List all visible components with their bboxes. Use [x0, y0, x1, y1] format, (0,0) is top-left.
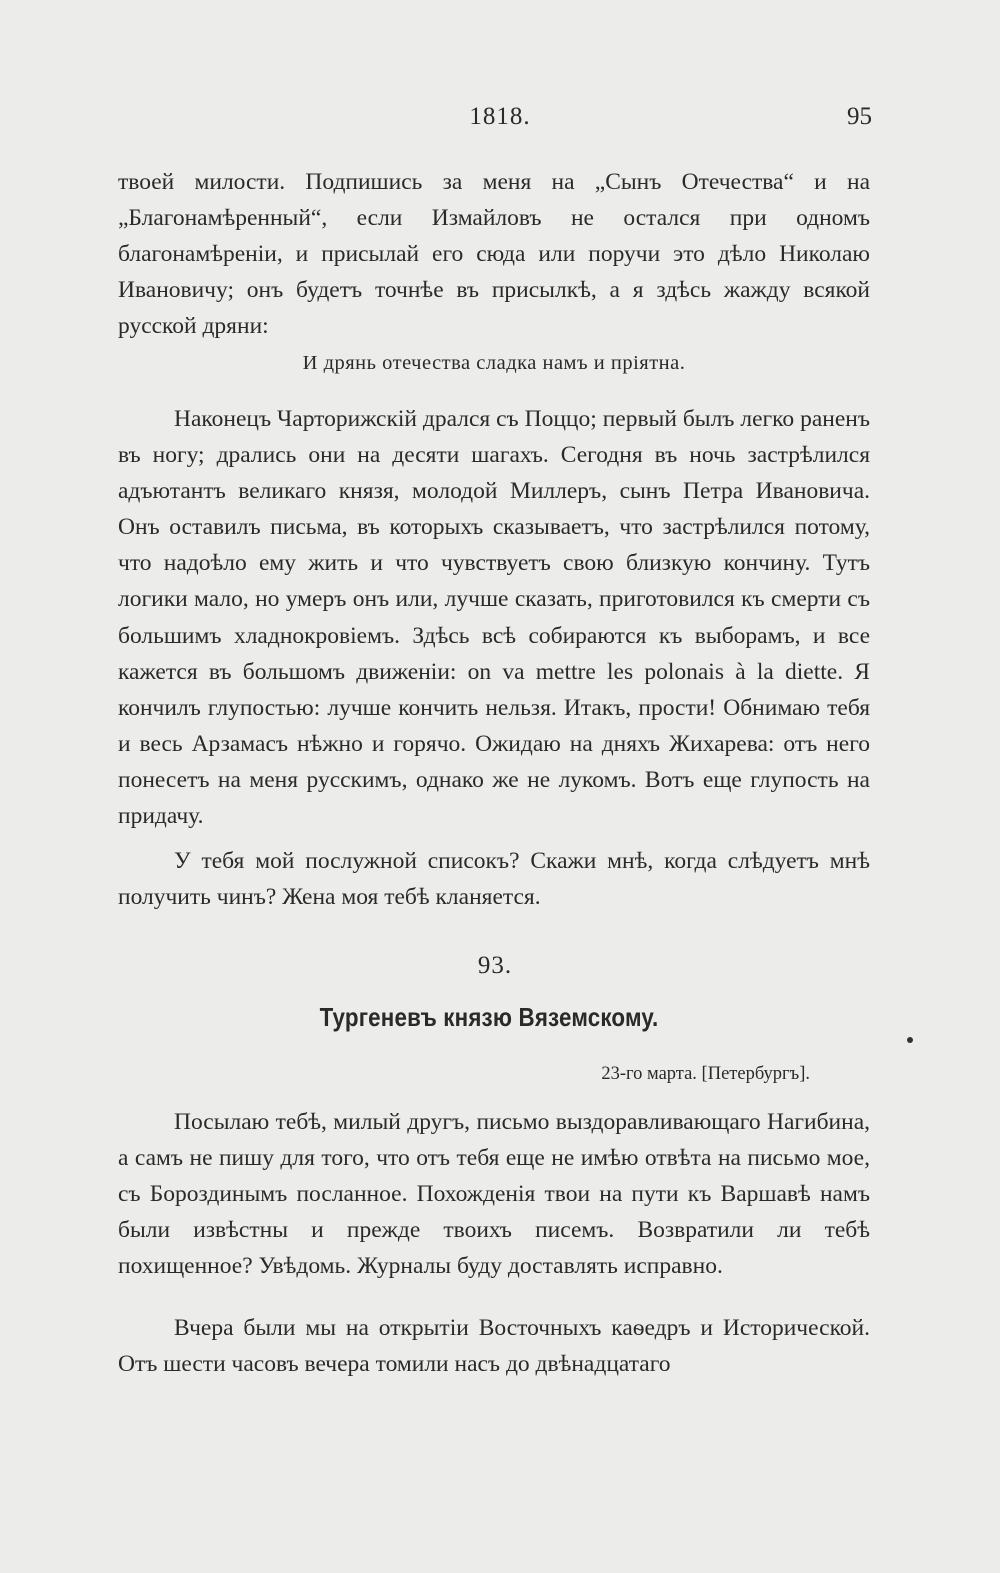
letter-dateline: 23-го марта. [Петербургъ].: [601, 1064, 810, 1084]
ink-speck: [907, 1037, 913, 1043]
paragraph-news: Наконецъ Чарторижскій дрался съ Поццо; первый былъ легко раненъ въ ногу; дрались они на десяти шагахъ. Сегодня въ ночь застрѣлился адъютантъ великаго князя, молодой Миллеръ, сынъ Петра Ивановича. Онъ оставилъ письма, въ которыхъ сказываетъ, что застрѣлился потому, что надоѣло ему жить и что чувствуетъ свою близкую кончину. Тутъ логики мало, но умеръ онъ или, лучше сказать, приготовился къ смерти съ большимъ хладнокровіемъ. Здѣсь всѣ собираются къ выборамъ, и все кажется въ большомъ движеніи: on va mettre les polonais à la diette. Я кончилъ глупостью: лучше кончить нельзя. Итакъ, прости! Обнимаю тебя и весь Арзамасъ нѣжно и горячо. Ожидаю на дняхъ Жихарева: отъ него понесетъ на меня русскимъ, однако же не лукомъ. Вотъ еще глупость на придачу.: [118, 406, 870, 830]
letter-number: 93.: [477, 952, 513, 979]
running-header-year: 1818.: [469, 103, 531, 130]
page-number: 95: [847, 103, 872, 130]
paragraph-continuation: твоей милости. Подпишись за меня на „Сынъ Отечества“ и на „Благонамѣренный“, если Измайловъ не остался при одномъ благонамѣреніи, и присылай его сюда или поручи это дѣло Николаю Ивановичу; онъ будетъ точнѣе въ присылкѣ, а я здѣсь жажду всякой русской дряни:: [118, 169, 870, 340]
verse-quote: И дрянь отечества сладка намъ и пріятна.: [302, 352, 686, 374]
paragraph-letter-opening: Посылаю тебѣ, милый другъ, письмо выздоравливающаго Нагибина, а самъ не пишу для того, что отъ тебя еще не имѣю отвѣта на письмо мое, съ Бороздинымъ посланное. Похожденія твои на пути къ Варшавѣ намъ были извѣстны и прежде твоихъ писемъ. Возвратили ли тебѣ похищенное? Увѣдомь. Журналы буду доставлять исправно.: [118, 1109, 870, 1280]
paragraph-letter-continuation: Вчера были мы на открытіи Восточныхъ каѳедръ и Исторической. Отъ шести часовъ вечера томили насъ до двѣнадцатаго: [118, 1315, 870, 1378]
letter-heading: Тургеневъ князю Вяземскому.: [319, 1002, 659, 1032]
paragraph-closing: У тебя мой послужной списокъ? Скажи мнѣ, когда слѣдуетъ мнѣ получить чинъ? Жена моя тебѣ кланяется.: [118, 848, 870, 911]
